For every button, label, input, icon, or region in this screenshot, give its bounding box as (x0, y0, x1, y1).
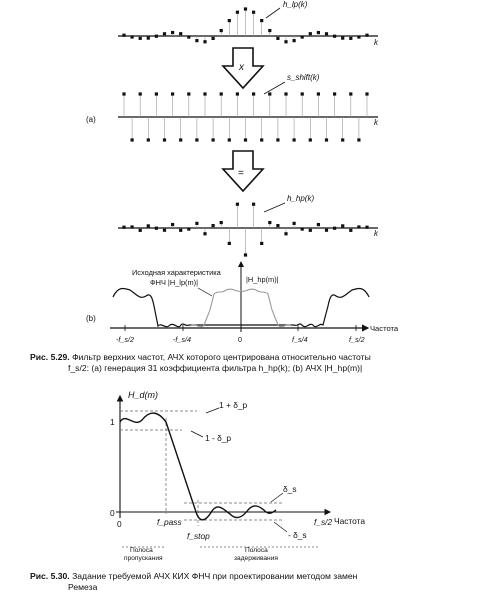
hhp-point (341, 224, 344, 227)
sshift-point (276, 138, 279, 141)
sshift-point (341, 138, 344, 141)
hlp-point (236, 11, 239, 14)
caption-fig-5-29 (30, 352, 460, 374)
pointer-one-plus (206, 408, 219, 413)
panel-label-b: (b) (86, 314, 96, 323)
hlp-point (284, 40, 287, 43)
plot-remez-spec (110, 390, 365, 562)
multiply-symbol: x (239, 62, 244, 73)
multiply-arrow (223, 48, 263, 88)
hhp-point (212, 224, 215, 227)
hhp-point (179, 229, 182, 232)
annot-one-minus-delta-p: 1 - δ_p (205, 433, 232, 443)
hhp-point (139, 229, 142, 232)
hlp-point (195, 39, 198, 42)
sshift-point (179, 138, 182, 141)
sshift-point (333, 92, 336, 95)
hhp-point (171, 223, 174, 226)
plot-hhp (118, 194, 379, 257)
sshift-point (131, 138, 134, 141)
label-hhp: h_hp(k) (287, 194, 315, 203)
hlp-point (147, 37, 150, 40)
caption-line1-5-29: Фильтр верхних частот, АЧХ которого центрирована относительно частоты (72, 352, 371, 362)
hlp-point (212, 37, 215, 40)
axis-k-sshift: k (374, 118, 378, 127)
sshift-point (284, 92, 287, 95)
tick-fs-half: f_s/2 (349, 335, 365, 344)
plot-response (86, 262, 399, 344)
hhp-point (276, 224, 279, 227)
hhp-point (357, 225, 360, 228)
spec-response-curve (120, 413, 276, 520)
hhp-point (131, 225, 134, 228)
spec-x-tick-fstop: f_stop (187, 531, 210, 541)
spec-x-tick-0: 0 (117, 519, 122, 529)
stems-hlp (122, 7, 368, 43)
note-pointer (198, 288, 212, 296)
hlp-point (220, 29, 223, 32)
hhp-point (293, 222, 296, 225)
label-sshift: s_shift(k) (287, 73, 320, 82)
annot-delta-s: δ_s (283, 484, 297, 494)
hhp-point (163, 229, 166, 232)
pointer-hlp (266, 8, 280, 18)
annot-minus-delta-s: - δ_s (288, 530, 307, 540)
sshift-point (252, 92, 255, 95)
hhp-point (220, 221, 223, 224)
hhp-point (325, 229, 328, 232)
pointer-hhp (264, 203, 285, 212)
spec-y-tick-1: 1 (110, 417, 115, 427)
hlp-point (341, 37, 344, 40)
hhp-point (122, 226, 125, 229)
hlp-point (131, 35, 134, 38)
response-x-label: Частота (370, 324, 399, 333)
pointer-one-minus (191, 431, 203, 437)
sshift-point (122, 92, 125, 95)
pointer-sshift (264, 82, 285, 94)
hlp-point (260, 19, 263, 22)
caption-number-5-29: Рис. 5.29. (30, 352, 70, 362)
hlp-point (349, 37, 352, 40)
spec-y-tick-0: 0 (110, 508, 115, 518)
sshift-point (195, 138, 198, 141)
pointer-delta-s (271, 493, 283, 502)
hlp-point (333, 35, 336, 38)
sshift-point (293, 138, 296, 141)
hlp-point (252, 11, 255, 14)
caption-line2-5-29: f_s/2: (a) генерация 31 коэффициента фильтра h_hp(k); (b) АЧХ |H_hp(m)| (68, 363, 363, 373)
sshift-point (212, 138, 215, 141)
hhp-point (268, 221, 271, 224)
hhp-point (301, 227, 304, 230)
hhp-point (317, 223, 320, 226)
caption-line1-5-30: Задание требуемой АЧХ КИХ ФНЧ при проектировании методом замен (72, 571, 358, 581)
tick-neg-fs-half: -f_s/2 (116, 335, 134, 344)
sshift-point (349, 92, 352, 95)
panel-label-a: (a) (86, 115, 96, 124)
sshift-point (236, 92, 239, 95)
hlp-point (179, 32, 182, 35)
sshift-point (163, 138, 166, 141)
hlp-point (325, 32, 328, 35)
hlp-point (309, 32, 312, 35)
sshift-point (228, 138, 231, 141)
hlp-point (155, 35, 158, 38)
hlp-point (187, 35, 190, 38)
spec-x-tick-fs-half: f_s/2 (314, 517, 333, 527)
axis-k-hlp: k (374, 38, 378, 47)
hhp-point (203, 232, 206, 235)
sshift-point (309, 138, 312, 141)
sshift-point (171, 92, 174, 95)
response-y-label: |H_hp(m)| (246, 275, 279, 284)
hhp-point (365, 226, 368, 229)
hlp-point (293, 39, 296, 42)
equals-arrow (223, 151, 263, 191)
stems-hhp (122, 203, 368, 257)
hlp-point (203, 40, 206, 43)
hlp-point (357, 35, 360, 38)
hhp-point (309, 229, 312, 232)
pointer-minus-delta-s (274, 522, 287, 532)
tick-neg-fs-quarter: -f_s/4 (173, 335, 191, 344)
sshift-point (268, 92, 271, 95)
sshift-point (317, 92, 320, 95)
note-original-response-2: ФНЧ |H_lp(m)| (150, 278, 199, 287)
hlp-point (139, 37, 142, 40)
hhp-point (187, 227, 190, 230)
hlp-point (244, 7, 247, 10)
equals-symbol: = (238, 168, 244, 179)
hlp-point (122, 34, 125, 37)
hhp-point (284, 232, 287, 235)
spec-x-tick-fpass: f_pass (157, 517, 182, 527)
spec-x-label: Частота (334, 516, 366, 526)
sshift-point (301, 92, 304, 95)
band-pass-line2: пропускания (124, 555, 163, 562)
tick-zero: 0 (238, 335, 242, 344)
sshift-point (155, 92, 158, 95)
sshift-point (203, 92, 206, 95)
caption-line2-5-30: Ремеза (68, 582, 98, 592)
sshift-point (187, 92, 190, 95)
sshift-point (260, 138, 263, 141)
plot-sshift (86, 73, 379, 142)
spec-y-label: H_d(m) (128, 390, 159, 400)
sshift-point (220, 92, 223, 95)
hhp-point (260, 242, 263, 245)
sshift-point (357, 138, 360, 141)
note-original-response-1: Исходная характеристика (132, 268, 221, 277)
hhp-point (147, 224, 150, 227)
sshift-point (139, 92, 142, 95)
axis-k-hhp: k (374, 229, 378, 238)
sshift-point (244, 138, 247, 141)
hlp-point (365, 34, 368, 37)
hhp-point (195, 222, 198, 225)
sshift-point (325, 138, 328, 141)
hlp-point (228, 19, 231, 22)
hhp-point (228, 242, 231, 245)
band-pass-line1: Полоса (130, 547, 153, 554)
sshift-point (365, 92, 368, 95)
caption-fig-5-30 (30, 571, 460, 593)
annot-one-plus-delta-p: 1 + δ_p (219, 400, 248, 410)
hhp-point (333, 227, 336, 230)
tick-fs-quarter: f_s/4 (292, 335, 308, 344)
hlp-point (163, 32, 166, 35)
sshift-point (147, 138, 150, 141)
band-stop-line1: Полоса (245, 547, 268, 554)
hhp-point (349, 229, 352, 232)
band-stop-line2: задерживания (234, 555, 278, 562)
hhp-point (236, 203, 239, 206)
hlp-point (301, 35, 304, 38)
hlp-point (171, 31, 174, 34)
hhp-point (155, 227, 158, 230)
label-hlp: h_lp(k) (283, 0, 308, 9)
hhp-point (252, 203, 255, 206)
hlp-point (317, 31, 320, 34)
hlp-point (276, 37, 279, 40)
hlp-point (268, 29, 271, 32)
plot-hlp (118, 0, 379, 47)
hhp-point (244, 253, 247, 256)
caption-number-5-30: Рис. 5.30. (30, 571, 70, 581)
